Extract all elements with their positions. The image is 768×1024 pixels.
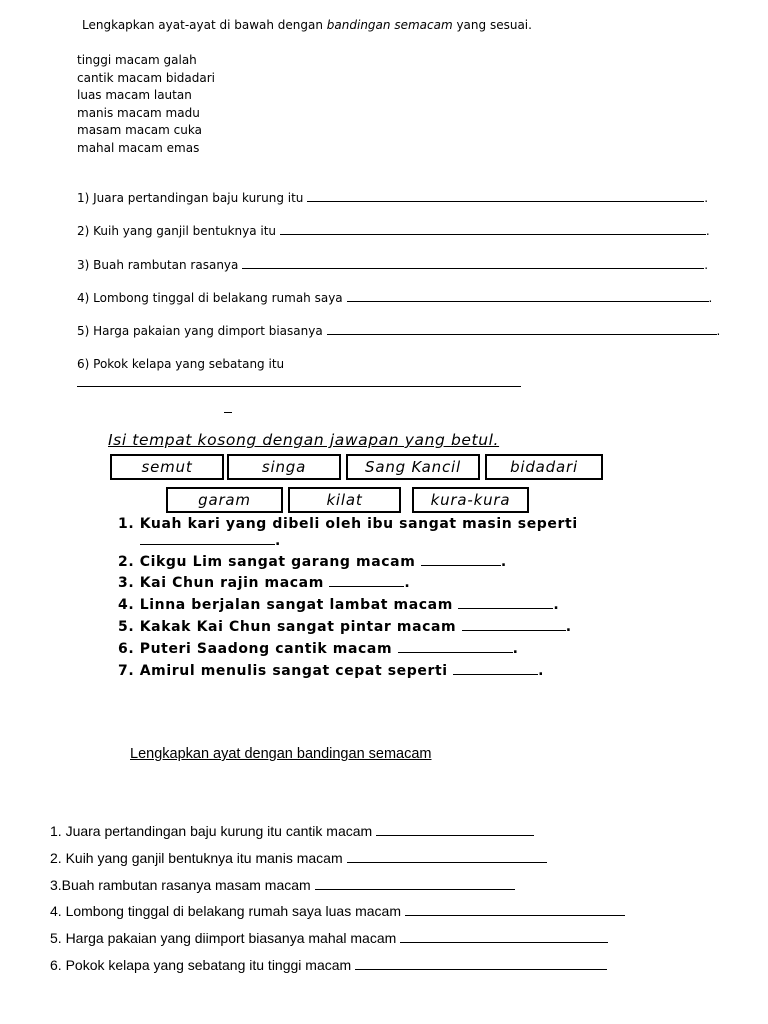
question-row: 7. Amirul menulis sangat cepat seperti . [118,663,545,679]
question-row: 2. Cikgu Lim sangat garang macam . [118,554,507,570]
question-row: 5. Harga pakaian yang diimport biasanya mahal macam [50,930,608,946]
answer-blank [462,620,566,631]
vocab-item: tinggi macam galah [77,53,197,67]
question-row: 1. Kuah kari yang dibeli oleh ibu sangat masin seperti [118,516,578,532]
answer-blank [347,291,709,302]
question-row: 6. Pokok kelapa yang sebatang itu tinggi macam [50,957,607,973]
question-row: 5. Kakak Kai Chun sangat pintar macam . [118,619,572,635]
answer-blank [329,576,404,587]
answer-blank [405,905,625,916]
question-row: 4. Lombong tinggal di belakang rumah saya luas macam [50,903,625,919]
answer-blank [280,224,706,235]
question-row: 3.Buah rambutan rasanya masam macam [50,877,515,893]
answer-blank [140,534,275,545]
vocab-item: manis macam madu [77,105,200,120]
answer-blank [307,191,704,202]
vocab-item: luas macam lautan [77,88,192,103]
answer-blank [347,852,547,863]
answer-blank [315,879,515,890]
word-box: bidadari [485,454,603,480]
question-row: 3. Kai Chun rajin macam . [118,575,411,591]
answer-blank [242,258,704,269]
question-row: 1. Juara pertandingan baju kurung itu cantik macam [50,823,534,839]
vocab-list [77,52,215,158]
vocab-item: mahal macam emas [77,140,200,155]
stray-dash [224,412,232,413]
instruction-italic: bandingan semacam [326,18,453,32]
answer-blank [327,324,717,335]
question-row: 1) Juara pertandingan baju kurung itu . [77,191,709,205]
question-row: 2) Kuih yang ganjil bentuknya itu . [77,224,710,238]
word-box: semut [110,454,224,480]
answer-line [77,386,521,387]
word-box: Sang Kancil [346,454,480,480]
vocab-item: cantik macam bidadari [77,70,216,85]
question-row: 4) Lombong tinggal di belakang rumah saya . [77,291,713,305]
question-row: 3) Buah rambutan rasanya . [77,258,709,272]
question-row: 2. Kuih yang ganjil bentuknya itu manis macam [50,850,547,866]
question-row: 4. Linna berjalan sangat lambat macam . [118,597,560,613]
answer-blank [355,959,607,970]
word-box: singa [227,454,341,480]
question-row: 6. Puteri Saadong cantik macam . [118,641,519,657]
answer-blank [458,598,553,609]
exercise-1-instruction: Lengkapkan ayat-ayat di bawah dengan bandingan semacam yang sesuai. [82,18,532,32]
answer-blank [398,642,513,653]
answer-blank [376,825,534,836]
answer-blank [453,664,538,675]
word-box: garam [166,487,283,513]
word-box: kura-kura [412,487,529,513]
exercise-3-heading: Lengkapkan ayat dengan bandingan semacam [130,746,432,762]
word-box: kilat [288,487,401,513]
answer-blank [421,555,501,566]
vocab-item: masam macam cuka [77,123,202,138]
exercise-2-instruction: Isi tempat kosong dengan jawapan yang betul. [108,431,500,449]
question-row-continued: . [140,533,281,549]
question-row: 6) Pokok kelapa yang sebatang itu [77,357,285,371]
answer-blank [400,932,608,943]
question-row: 5) Harga pakaian yang dimport biasanya . [77,324,721,338]
